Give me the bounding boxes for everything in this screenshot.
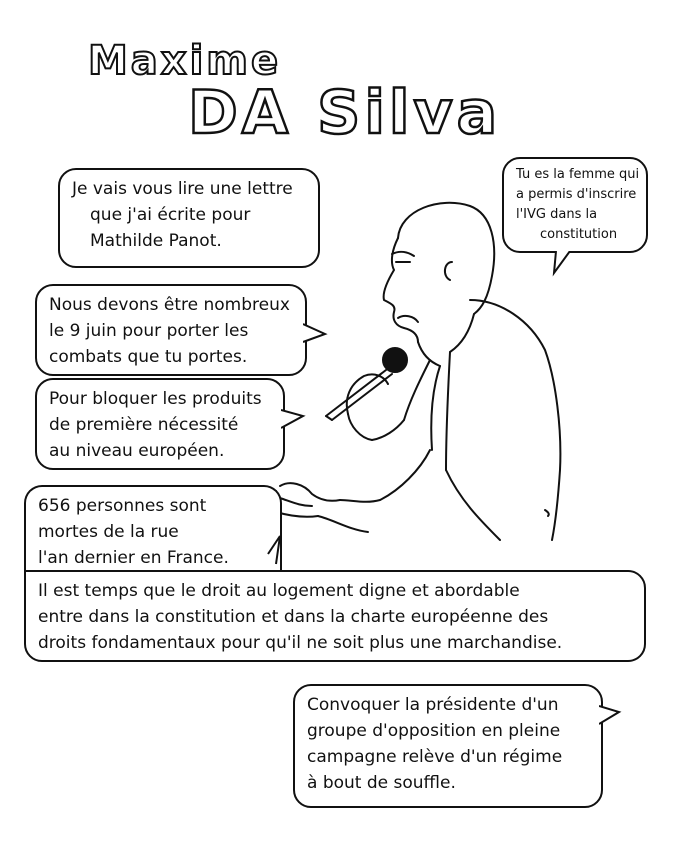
bubble-tail bbox=[303, 322, 343, 352]
bubble-line: l'IVG dans la bbox=[516, 207, 598, 222]
bubble-line: Nous devons être nombreux bbox=[49, 295, 290, 315]
bubble-line: entre dans la constitution et dans la charte européenne des bbox=[38, 607, 549, 627]
bubble-line: campagne relève d'un régime bbox=[307, 747, 563, 767]
speech-bubble-ivg bbox=[502, 157, 648, 253]
bubble-line: Convoquer la présidente d'un bbox=[307, 695, 559, 715]
bubble-line: l'an dernier en France. bbox=[38, 548, 229, 568]
speech-bubble-logement bbox=[24, 570, 646, 662]
title-first-name: Maxime bbox=[88, 38, 282, 84]
bubble-line: combats que tu portes. bbox=[49, 347, 248, 367]
bubble-line: de première nécessité bbox=[49, 415, 239, 435]
bubble-line: mortes de la rue bbox=[38, 522, 179, 542]
bubble-line: groupe d'opposition en pleine bbox=[307, 721, 561, 741]
speech-bubble-nombreux bbox=[35, 284, 307, 376]
bubble-line: Mathilde Panot. bbox=[90, 231, 222, 251]
bubble-line: au niveau européen. bbox=[49, 441, 225, 461]
bubble-tail bbox=[548, 251, 588, 281]
bubble-line: Tu es la femme qui bbox=[516, 167, 640, 182]
bubble-line: Pour bloquer les produits bbox=[49, 389, 262, 409]
bubble-tail bbox=[281, 408, 321, 438]
bubble-tail bbox=[266, 534, 306, 574]
bubble-line: droits fondamentaux pour qu'il ne soit plus une marchandise. bbox=[38, 633, 563, 653]
bubble-line: à bout de souffle. bbox=[307, 773, 456, 793]
bubble-line: a permis d'inscrire bbox=[516, 187, 637, 202]
bubble-line: le 9 juin pour porter les bbox=[49, 321, 249, 341]
speech-bubble-letter bbox=[58, 168, 320, 268]
speech-bubble-bloquer bbox=[35, 378, 285, 470]
bubble-line: 656 personnes sont bbox=[38, 496, 207, 516]
bubble-line: Je vais vous lire une lettre bbox=[72, 179, 293, 199]
title-last-name: DA Silva bbox=[188, 78, 502, 148]
bubble-tail bbox=[599, 704, 639, 734]
speech-bubble-convoquer bbox=[293, 684, 603, 808]
bubble-line: constitution bbox=[540, 227, 618, 242]
bubble-line: que j'ai écrite pour bbox=[90, 205, 251, 225]
bubble-line: Il est temps que le droit au logement digne et abordable bbox=[38, 581, 520, 601]
